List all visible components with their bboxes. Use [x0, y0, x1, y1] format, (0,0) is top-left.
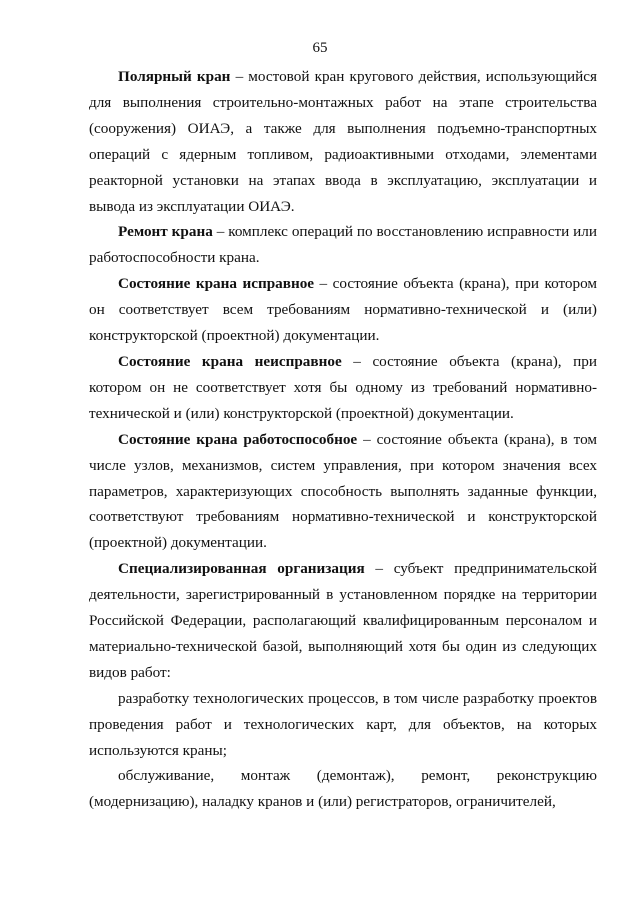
definition-text: – мостовой кран кругового действия, использующийся для выполнения строительно-монтажных работ на этапе строительства (сооружения) ОИАЭ, а также для выполнения подъемно-транспортных операций с ядерным топливом, радиоактивными отходами, элементами реакторной установки на этапах ввода в эксплуатацию, эксплуатации и вывода из эксплуатации ОИАЭ. [89, 68, 597, 215]
definition-text: – субъект предпринимательской деятельности, зарегистрированный в установленном порядке на территории Российской Федерации, располагающий квалифицированным персоналом и материально-технической базой, выполняющий хотя бы один из следующих видов работ: [89, 560, 598, 681]
definition-operable-state [89, 427, 597, 557]
body-text [89, 64, 597, 815]
definition-crane-repair [89, 219, 597, 271]
definition-text: – состояние объекта (крана), при котором он не соответствует хотя бы одному из требований нормативно-технической и (или) конструкторской (проектной) документации. [89, 352, 597, 422]
list-item-maintenance [89, 763, 597, 815]
definition-faulty-state [89, 349, 597, 427]
list-item-text: обслуживание, монтаж (демонтаж), ремонт, реконструкцию (модернизацию), наладку кранов и (или) регистраторов, ограничителей, [89, 767, 597, 811]
term: Состояние крана исправное [118, 275, 315, 293]
definition-text: – состояние объекта (крана), в том числе узлов, механизмов, систем управления, при котором значения всех параметров, характеризующих способность выполнять заданные функции, соответствуют требованиям нормативно-технической и конструкторской (проектной) документации. [89, 430, 597, 552]
definition-text: – состояние объекта (крана), при котором он соответствует всем требованиям нормативно-технической и (или) конструкторской (проектной) документации. [89, 275, 598, 345]
term: Полярный кран [118, 68, 231, 85]
definition-polar-crane [89, 64, 597, 219]
term: Ремонт крана [118, 223, 213, 241]
term: Состояние крана работоспособное [118, 430, 358, 448]
definition-serviceable-state [89, 271, 597, 349]
term: Специализированная организация [118, 560, 365, 578]
list-item-development [89, 686, 597, 764]
list-item-text: разработку технологических процессов, в том числе разработку проектов проведения работ и технологических карт, для объектов, на которых используются краны; [89, 689, 597, 759]
page-number: 65 [312, 40, 328, 56]
term: Состояние крана неисправное [118, 352, 342, 370]
definition-specialized-organization [89, 556, 597, 686]
definition-text: – комплекс операций по восстановлению исправности или работоспособности крана. [89, 223, 597, 267]
